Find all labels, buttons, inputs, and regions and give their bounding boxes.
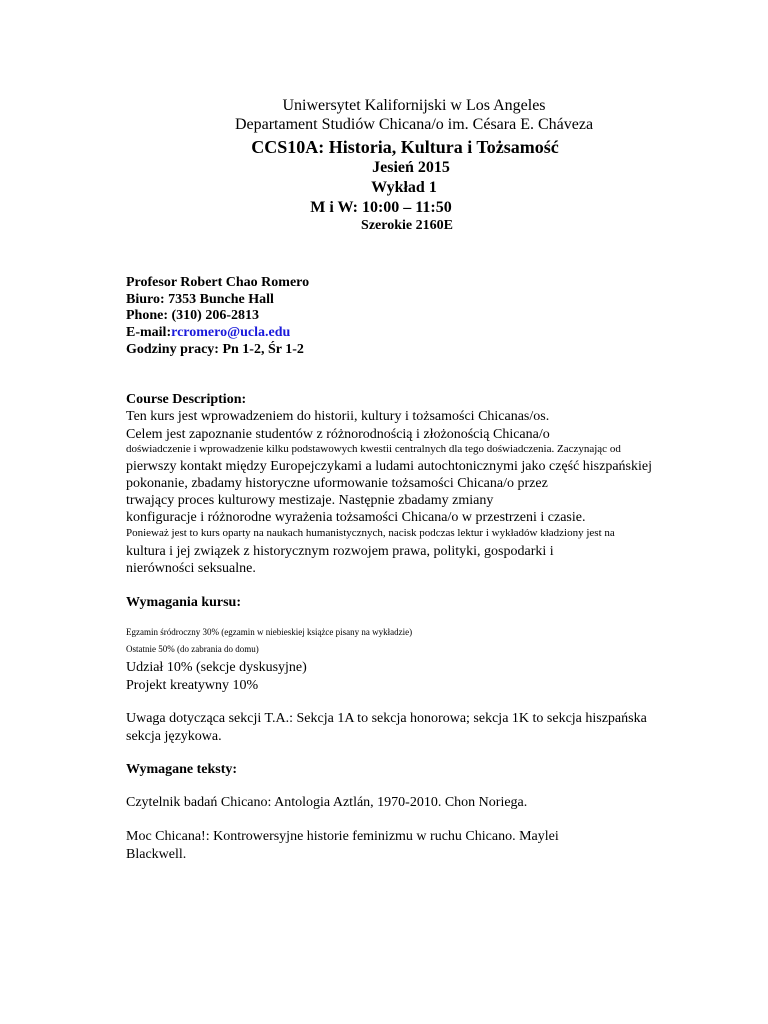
description-line: konfiguracje i różnorodne wyrażenia tożsamości Chicana/o w przestrzeni i czasie. <box>126 510 586 525</box>
section-note: sekcja językowa. <box>126 729 222 744</box>
texts-heading: Wymagane teksty: <box>126 762 238 777</box>
lecture-number: Wykład 1 <box>371 179 437 196</box>
required-text-2: Moc Chicana!: Kontrowersyjne historie feminizmu w ruchu Chicano. Maylei <box>126 829 559 844</box>
instructor-name: Profesor Robert Chao Romero <box>126 275 310 290</box>
required-text-1: Czytelnik badań Chicano: Antologia Aztlán, 1970-2010. Chon Noriega. <box>126 795 528 810</box>
class-schedule: M i W: 10:00 – 11:50 <box>310 199 452 216</box>
required-text-2: Blackwell. <box>126 847 187 862</box>
description-heading: Course Description: <box>126 392 247 407</box>
office-location: Biuro: 7353 Bunche Hall <box>126 292 274 307</box>
phone-number: Phone: (310) 206-2813 <box>126 308 259 323</box>
section-note: Uwaga dotycząca sekcji T.A.: Sekcja 1A to sekcja honorowa; sekcja 1K to sekcja hiszpańska <box>126 711 647 726</box>
email-label: E-mail: <box>126 325 172 340</box>
university-name: Uniwersytet Kalifornijski w Los Angeles <box>282 97 546 114</box>
department-name: Departament Studiów Chicana/o im. Césara E. Cháveza <box>234 116 594 133</box>
requirement-midterm: Egzamin śródroczny 30% (egzamin w niebieskiej książce pisany na wykładzie) <box>126 627 413 637</box>
requirement-project: Projekt kreatywny 10% <box>126 678 259 693</box>
description-line: Celem jest zapoznanie studentów z różnorodnością i złożonością Chicana/o <box>126 427 550 442</box>
description-line: nierówności seksualne. <box>126 561 256 576</box>
requirements-heading: Wymagania kursu: <box>126 595 242 610</box>
requirement-participation: Udział 10% (sekcje dyskusyjne) <box>126 660 307 675</box>
description-line: doświadczenie i wprowadzenie kilku podstawowych kwestii centralnych dla tego doświadczenia. Zaczynając od <box>126 443 621 455</box>
description-line: pierwszy kontakt między Europejczykami a ludami autochtonicznymi jako część hiszpańskiej <box>126 459 652 474</box>
description-line: pokonanie, zbadamy historyczne uformowanie tożsamości Chicana/o przez <box>126 476 548 491</box>
term: Jesień 2015 <box>372 159 450 176</box>
description-line: kultura i jej związek z historycznym rozwojem prawa, polityki, gospodarki i <box>126 544 554 559</box>
description-line: trwający proces kulturowy mestizaje. Następnie zbadamy zmiany <box>126 493 494 508</box>
description-line: Ten kurs jest wprowadzeniem do historii, kultury i tożsamości Chicanas/os. <box>126 409 550 424</box>
email-link[interactable]: rcromero@ucla.edu <box>171 325 291 340</box>
room: Szerokie 2160E <box>361 218 453 233</box>
email-line <box>126 326 290 340</box>
description-line: Ponieważ jest to kurs oparty na naukach humanistycznych, nacisk podczas lektur i wykładów kładziony jest na <box>126 527 615 539</box>
office-hours: Godziny pracy: Pn 1-2, Śr 1-2 <box>126 342 304 357</box>
requirement-final: Ostatnie 50% (do zabrania do domu) <box>126 644 259 654</box>
course-title: CCS10A: Historia, Kultura i Tożsamość <box>251 137 559 157</box>
